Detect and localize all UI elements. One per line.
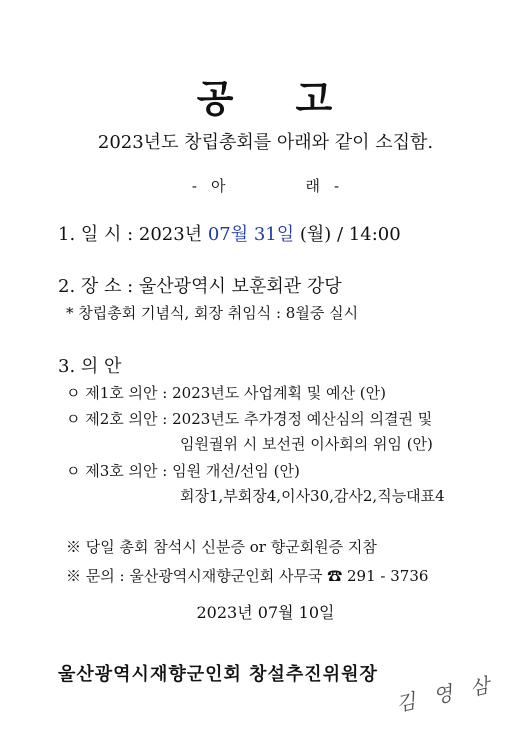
rae-char: 래 [305, 177, 320, 195]
agenda-item-2-cont: 임원궐위 시 보선권 이사회의 위임 (안) [180, 435, 433, 453]
dash-right: - [334, 177, 340, 195]
issuer-title: 울산광역시재향군인회 창설추진위원장 [58, 664, 378, 685]
remark-id-required: ※ 당일 총회 참석시 신분증 or 향군회원증 지참 [66, 538, 377, 556]
dash-left: - [191, 177, 197, 195]
item-agenda: 3. 의 안 [58, 356, 122, 377]
agenda-item-2: ㅇ 제2호 의안 : 2023년도 추가경정 예산심의 의결권 및 [66, 410, 433, 428]
item1-date-highlight: 07월 31일 [207, 224, 295, 245]
item-date-time [58, 220, 401, 246]
handwritten-signature: 김 영 삼 [393, 671, 498, 717]
agenda-item-3: ㅇ 제3호 의안 : 임원 개선/선임 (안) [66, 462, 300, 480]
title-char-2: 고 [295, 76, 335, 121]
item1-rest: (월) / 14:00 [294, 224, 401, 245]
agenda-item-3-cont: 회장1,부회장4,이사30,감사2,직능대표4 [180, 487, 445, 505]
subtitle: 2023년도 창립총회를 아래와 같이 소집함. [97, 132, 434, 153]
remark-inquiry: ※ 문의 : 울산광역시재향군인회 사무국 ☎ 291 - 3736 [66, 567, 429, 585]
a-char: 아 [211, 177, 226, 195]
issue-date: 2023년 07월 10일 [196, 603, 335, 622]
page-title [0, 68, 531, 123]
title-char-1: 공 [196, 76, 236, 121]
agenda-item-1: ㅇ 제1호 의안 : 2023년도 사업계획 및 예산 (안) [66, 384, 386, 402]
item1-label: 1. 일 시 : 2023년 [58, 224, 208, 245]
item-location: 2. 장 소 : 울산광역시 보훈회관 강당 [58, 276, 342, 297]
section-label-below [0, 175, 531, 196]
item-location-note: * 창립총회 기념식, 회장 취임식 : 8월중 실시 [66, 304, 359, 322]
